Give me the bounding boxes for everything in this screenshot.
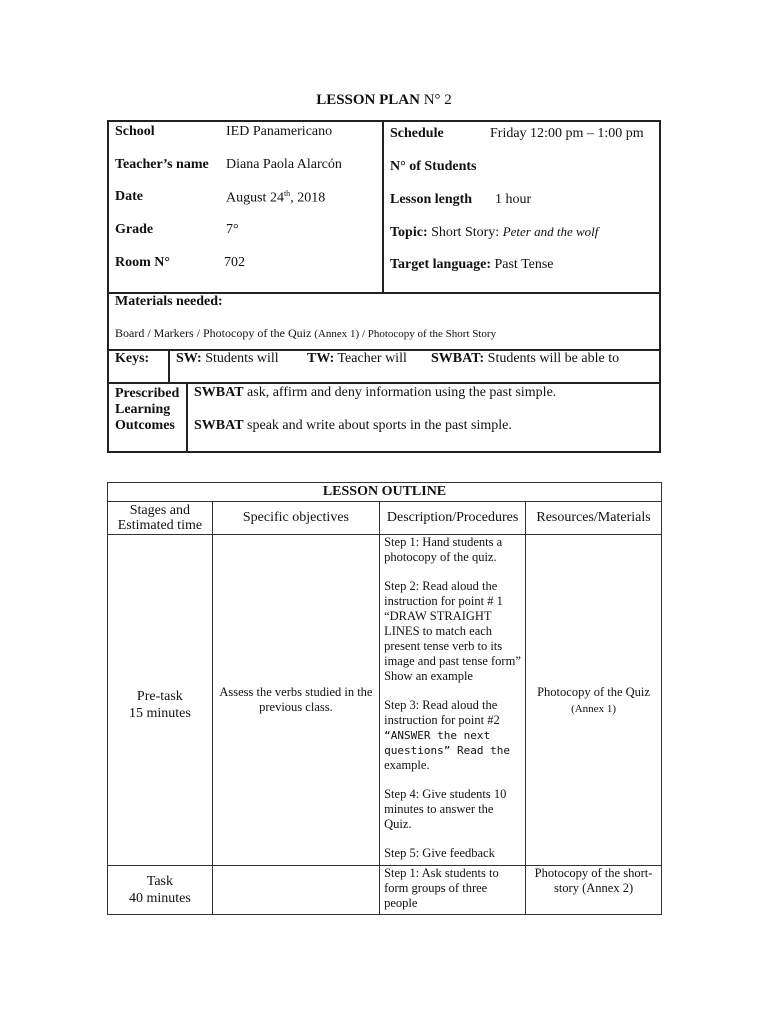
table-row	[108, 535, 662, 866]
resource-pretask: Photocopy of the Quiz (Annex 1)	[526, 535, 662, 866]
materials-label: Materials needed:	[115, 294, 223, 309]
col-header-resources: Resources/Materials	[526, 502, 662, 535]
sw-key: SW: Students will	[176, 351, 279, 366]
lesson-info-box	[107, 120, 661, 294]
date-label: Date	[115, 189, 143, 204]
outline-heading: LESSON OUTLINE	[108, 483, 662, 502]
grade-label: Grade	[115, 222, 154, 237]
teacher-label: Teacher’s name	[115, 157, 209, 172]
length-value: 1 hour	[495, 192, 532, 207]
school-label: School	[115, 124, 155, 139]
header-divider	[382, 120, 384, 294]
procedures-pretask: Step 1: Hand students a photocopy of the quiz. Step 2: Read aloud the instruction for point # 1 “DRAW STRAIGHT LINES to match each present tense verb to its image and past tense form” Show an example Step 3: Read aloud the instruction for point #2 “ANSWER the next questions” Read the example. Step 4: Give students 10 minutes to answer the Quiz. Step 5: Give feedback	[380, 535, 526, 866]
stage-pretask: Pre-task 15 minutes	[108, 535, 213, 866]
schedule-label: Schedule	[390, 126, 444, 141]
col-header-stages: Stages and Estimated time	[108, 502, 213, 535]
outcome-2: SWBAT speak and write about sports in the past simple.	[194, 418, 512, 433]
length-label: Lesson length	[390, 192, 473, 207]
school-value: IED Panamericano	[226, 124, 333, 139]
schedule-value: Friday 12:00 pm – 1:00 pm	[490, 126, 644, 141]
resource-task: Photocopy of the short-story (Annex 2)	[526, 866, 662, 915]
outcome-1: SWBAT ask, affirm and deny information using the past simple.	[194, 385, 557, 400]
lesson-outline-table	[107, 482, 662, 915]
teacher-value: Diana Paola Alarcón	[226, 157, 342, 172]
keys-divider	[168, 349, 170, 384]
objective-pretask: Assess the verbs studied in the previous class.	[212, 535, 379, 866]
materials-text: Board / Markers / Photocopy of the Quiz (Annex 1) / Photocopy of the Short Story	[115, 326, 497, 340]
table-row	[108, 866, 662, 915]
col-header-procedures: Description/Procedures	[380, 502, 526, 535]
keys-label: Keys:	[115, 351, 150, 366]
target-language: Target language: Past Tense	[390, 257, 554, 272]
grade-value: 7°	[226, 222, 239, 237]
objective-task	[212, 866, 379, 915]
outcomes-label: Prescribed Learning Outcomes	[115, 386, 180, 433]
procedures-task: Step 1: Ask students to form groups of three people	[380, 866, 526, 915]
tw-key: TW: Teacher will	[307, 351, 407, 366]
col-header-objectives: Specific objectives	[212, 502, 379, 535]
students-label: N° of Students	[390, 159, 477, 174]
room-label: Room N°	[115, 255, 170, 270]
stage-task: Task 40 minutes	[108, 866, 213, 915]
topic: Topic: Short Story: Peter and the wolf	[390, 224, 599, 240]
outcomes-divider	[186, 382, 188, 453]
date-value: August 24th, 2018	[226, 189, 326, 206]
page-title: LESSON PLAN N° 2	[316, 92, 452, 108]
swbat-key: SWBAT: Students will be able to	[431, 351, 620, 366]
room-value: 702	[224, 255, 245, 270]
